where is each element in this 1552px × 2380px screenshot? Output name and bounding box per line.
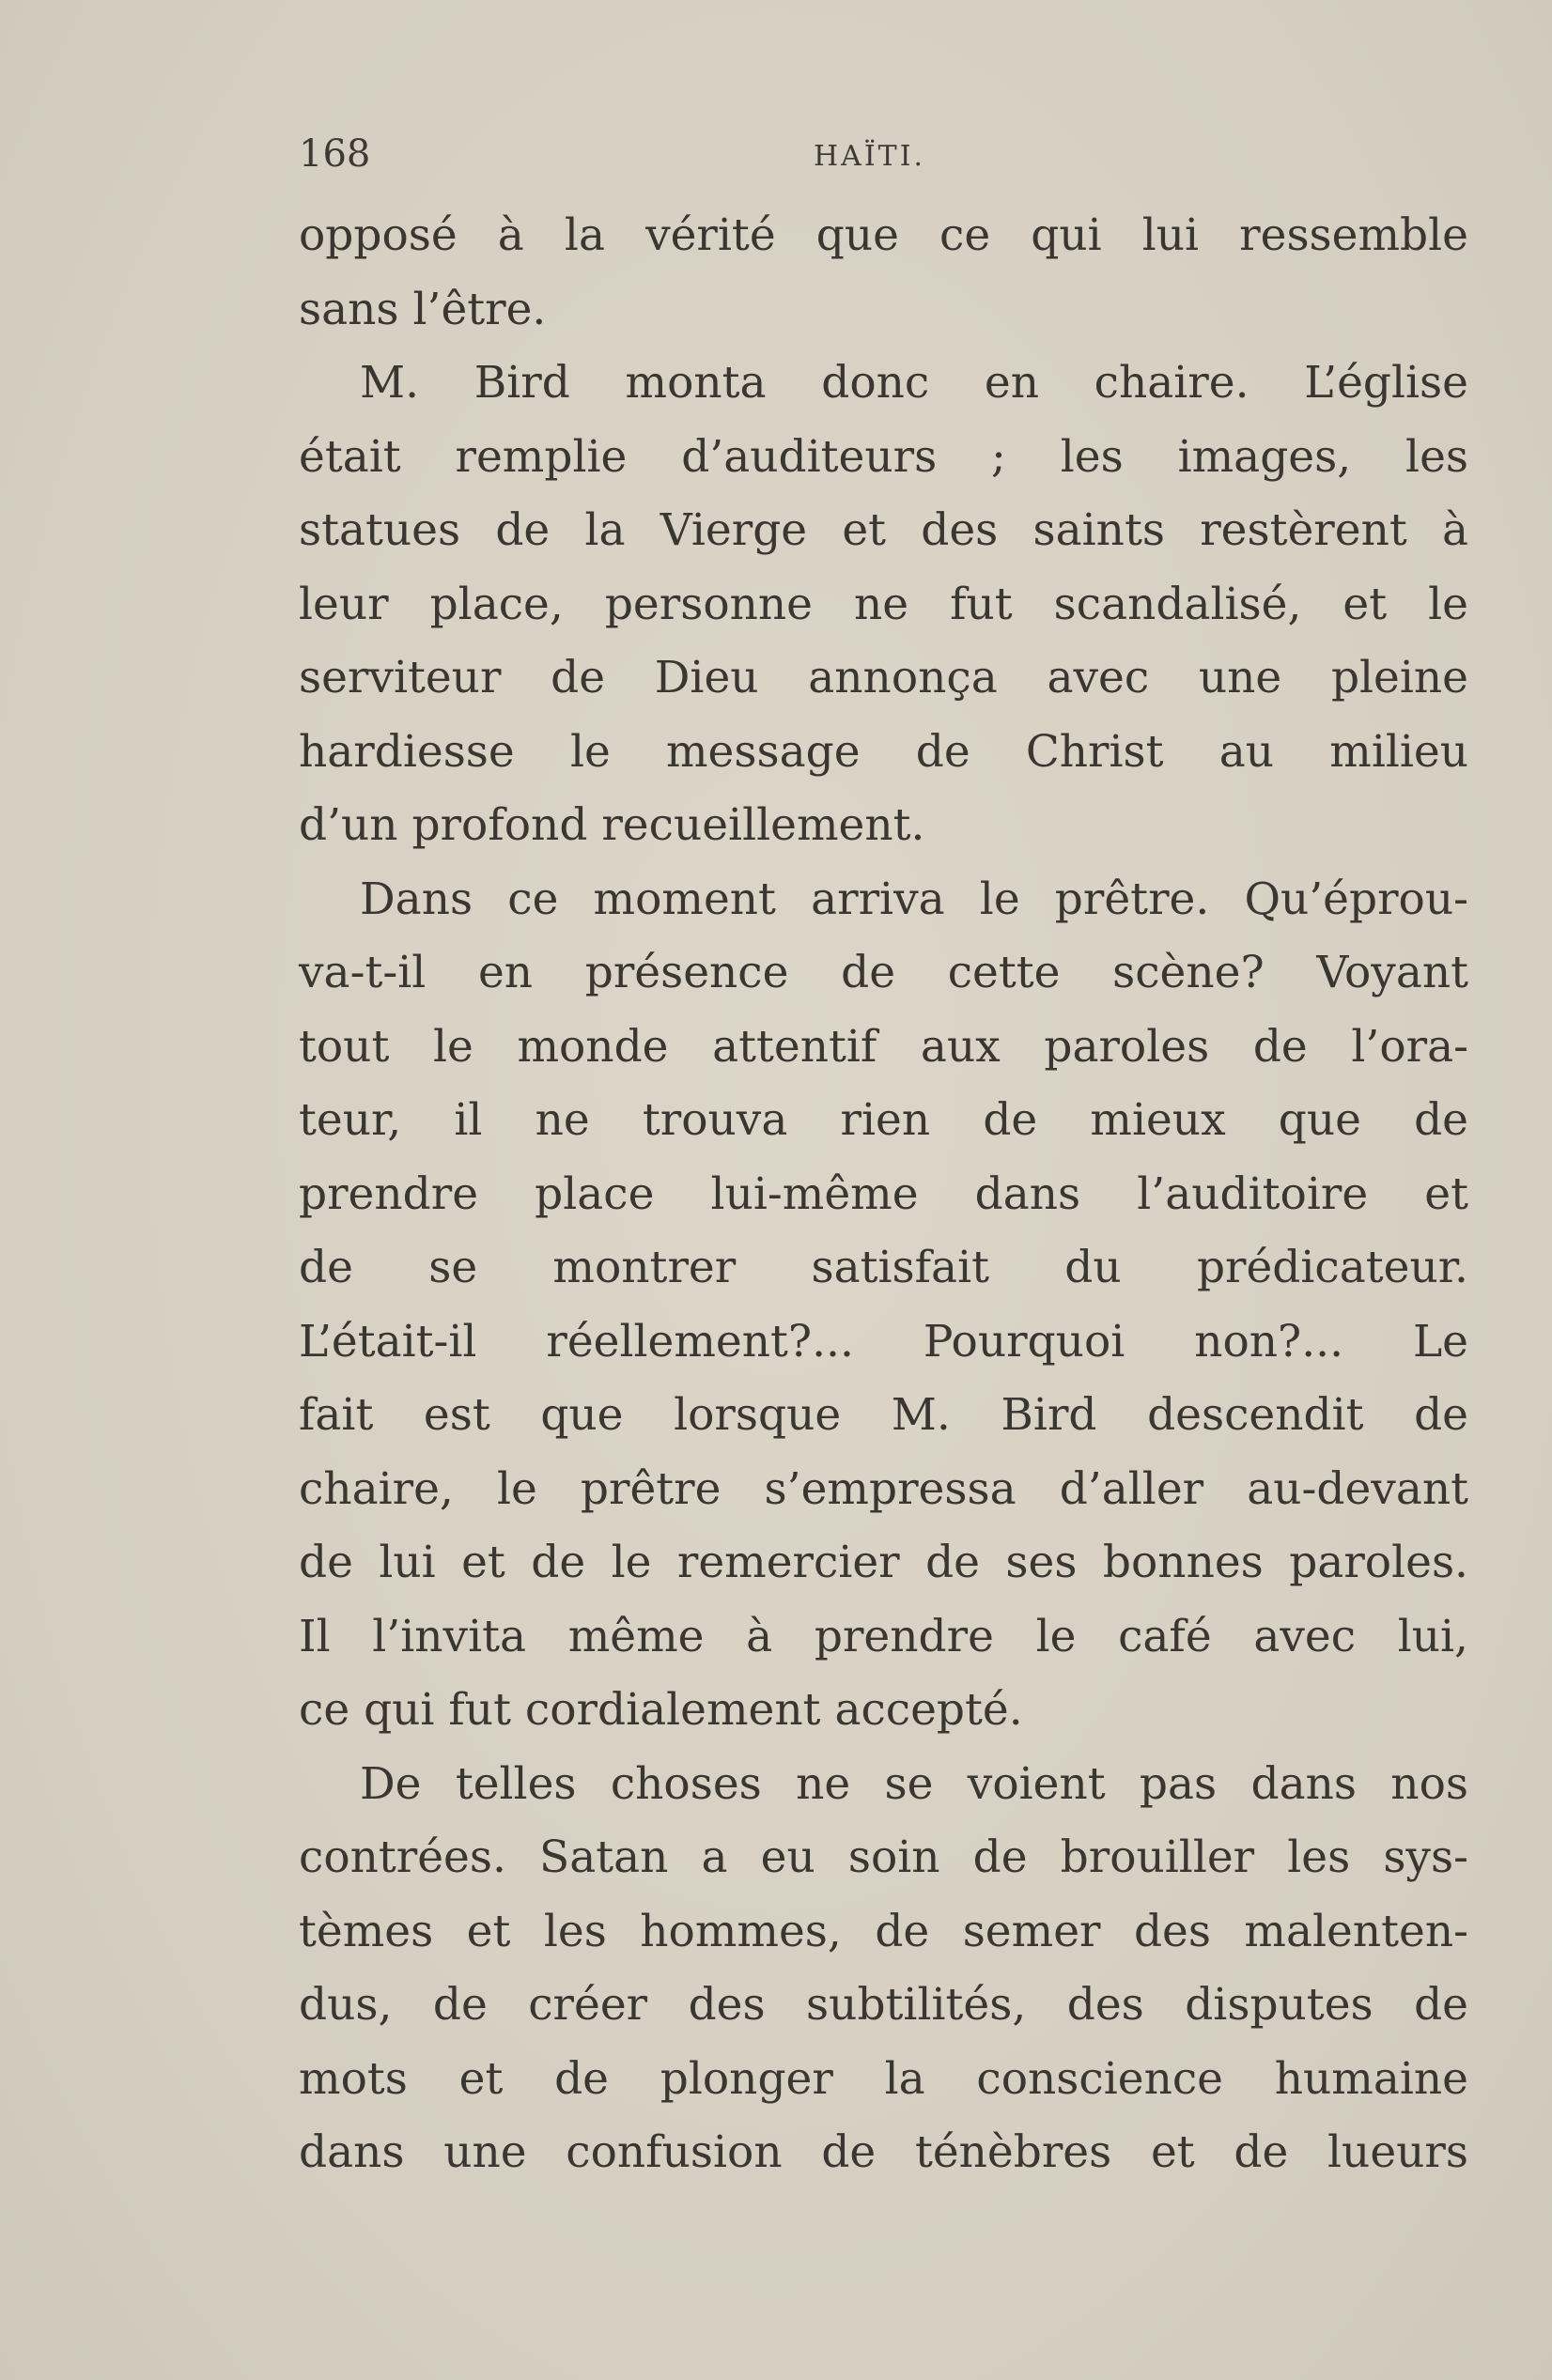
page-number: 168 [299,132,371,176]
text-line: chaire, le prêtre s’empressa d’aller au-devant [299,1462,1468,1515]
text-line: de lui et de le remercier de ses bonnes paroles. [299,1537,1468,1588]
text-line: De telles choses ne se voient pas dans nos [360,1757,1468,1810]
text-line: d’un profond recueillement. [299,799,925,851]
text-line: tout le monde attentif aux paroles de l’ora- [299,1020,1468,1073]
text-line: dans une confusion de ténèbres et de lueurs [299,2126,1468,2178]
text-line: Dans ce moment arriva le prêtre. Qu’éprou- [360,873,1468,925]
text-line: était remplie d’auditeurs ; les images, les [299,430,1468,483]
text-line: contrées. Satan a eu soin de brouiller les sys- [299,1831,1468,1883]
text-line: prendre place lui-même dans l’auditoire et [299,1167,1468,1220]
text-line: mots et de plonger la conscience humaine [299,2052,1468,2105]
text-line: va-t-il en présence de cette scène? Voyant [299,947,1468,998]
text-line: dus, de créer des subtilités, des disputes de [299,1979,1468,2031]
text-line: ce qui fut cordialement accepté. [299,1684,1023,1736]
text-line: hardiesse le message de Christ au milieu [299,725,1468,778]
text-line: L’était-il réellement?... Pourquoi non?... Le [299,1315,1468,1368]
text-line: Il l’invita même à prendre le café avec lui, [299,1610,1468,1662]
text-line: serviteur de Dieu annonça avec une pleine [299,652,1468,703]
body-text [299,199,1468,2190]
text-line: fait est que lorsque M. Bird descendit de [299,1389,1468,1441]
running-head [299,130,1468,178]
text-line: de se montrer satisfait du prédicateur. [299,1242,1468,1293]
text-line: statues de la Vierge et des saints restèrent à [299,504,1468,556]
text-line: teur, il ne trouva rien de mieux que de [299,1094,1468,1146]
text-line: M. Bird monta donc en chaire. L’église [360,357,1468,409]
text-line: tèmes et les hommes, de semer des malenten- [299,1905,1468,1957]
running-title: HAÏTI. [814,140,926,173]
text-line: opposé à la vérité que ce qui lui ressemble [299,209,1468,261]
text-line: sans l’être. [299,283,547,335]
text-line: leur place, personne ne fut scandalisé, et le [299,578,1468,630]
